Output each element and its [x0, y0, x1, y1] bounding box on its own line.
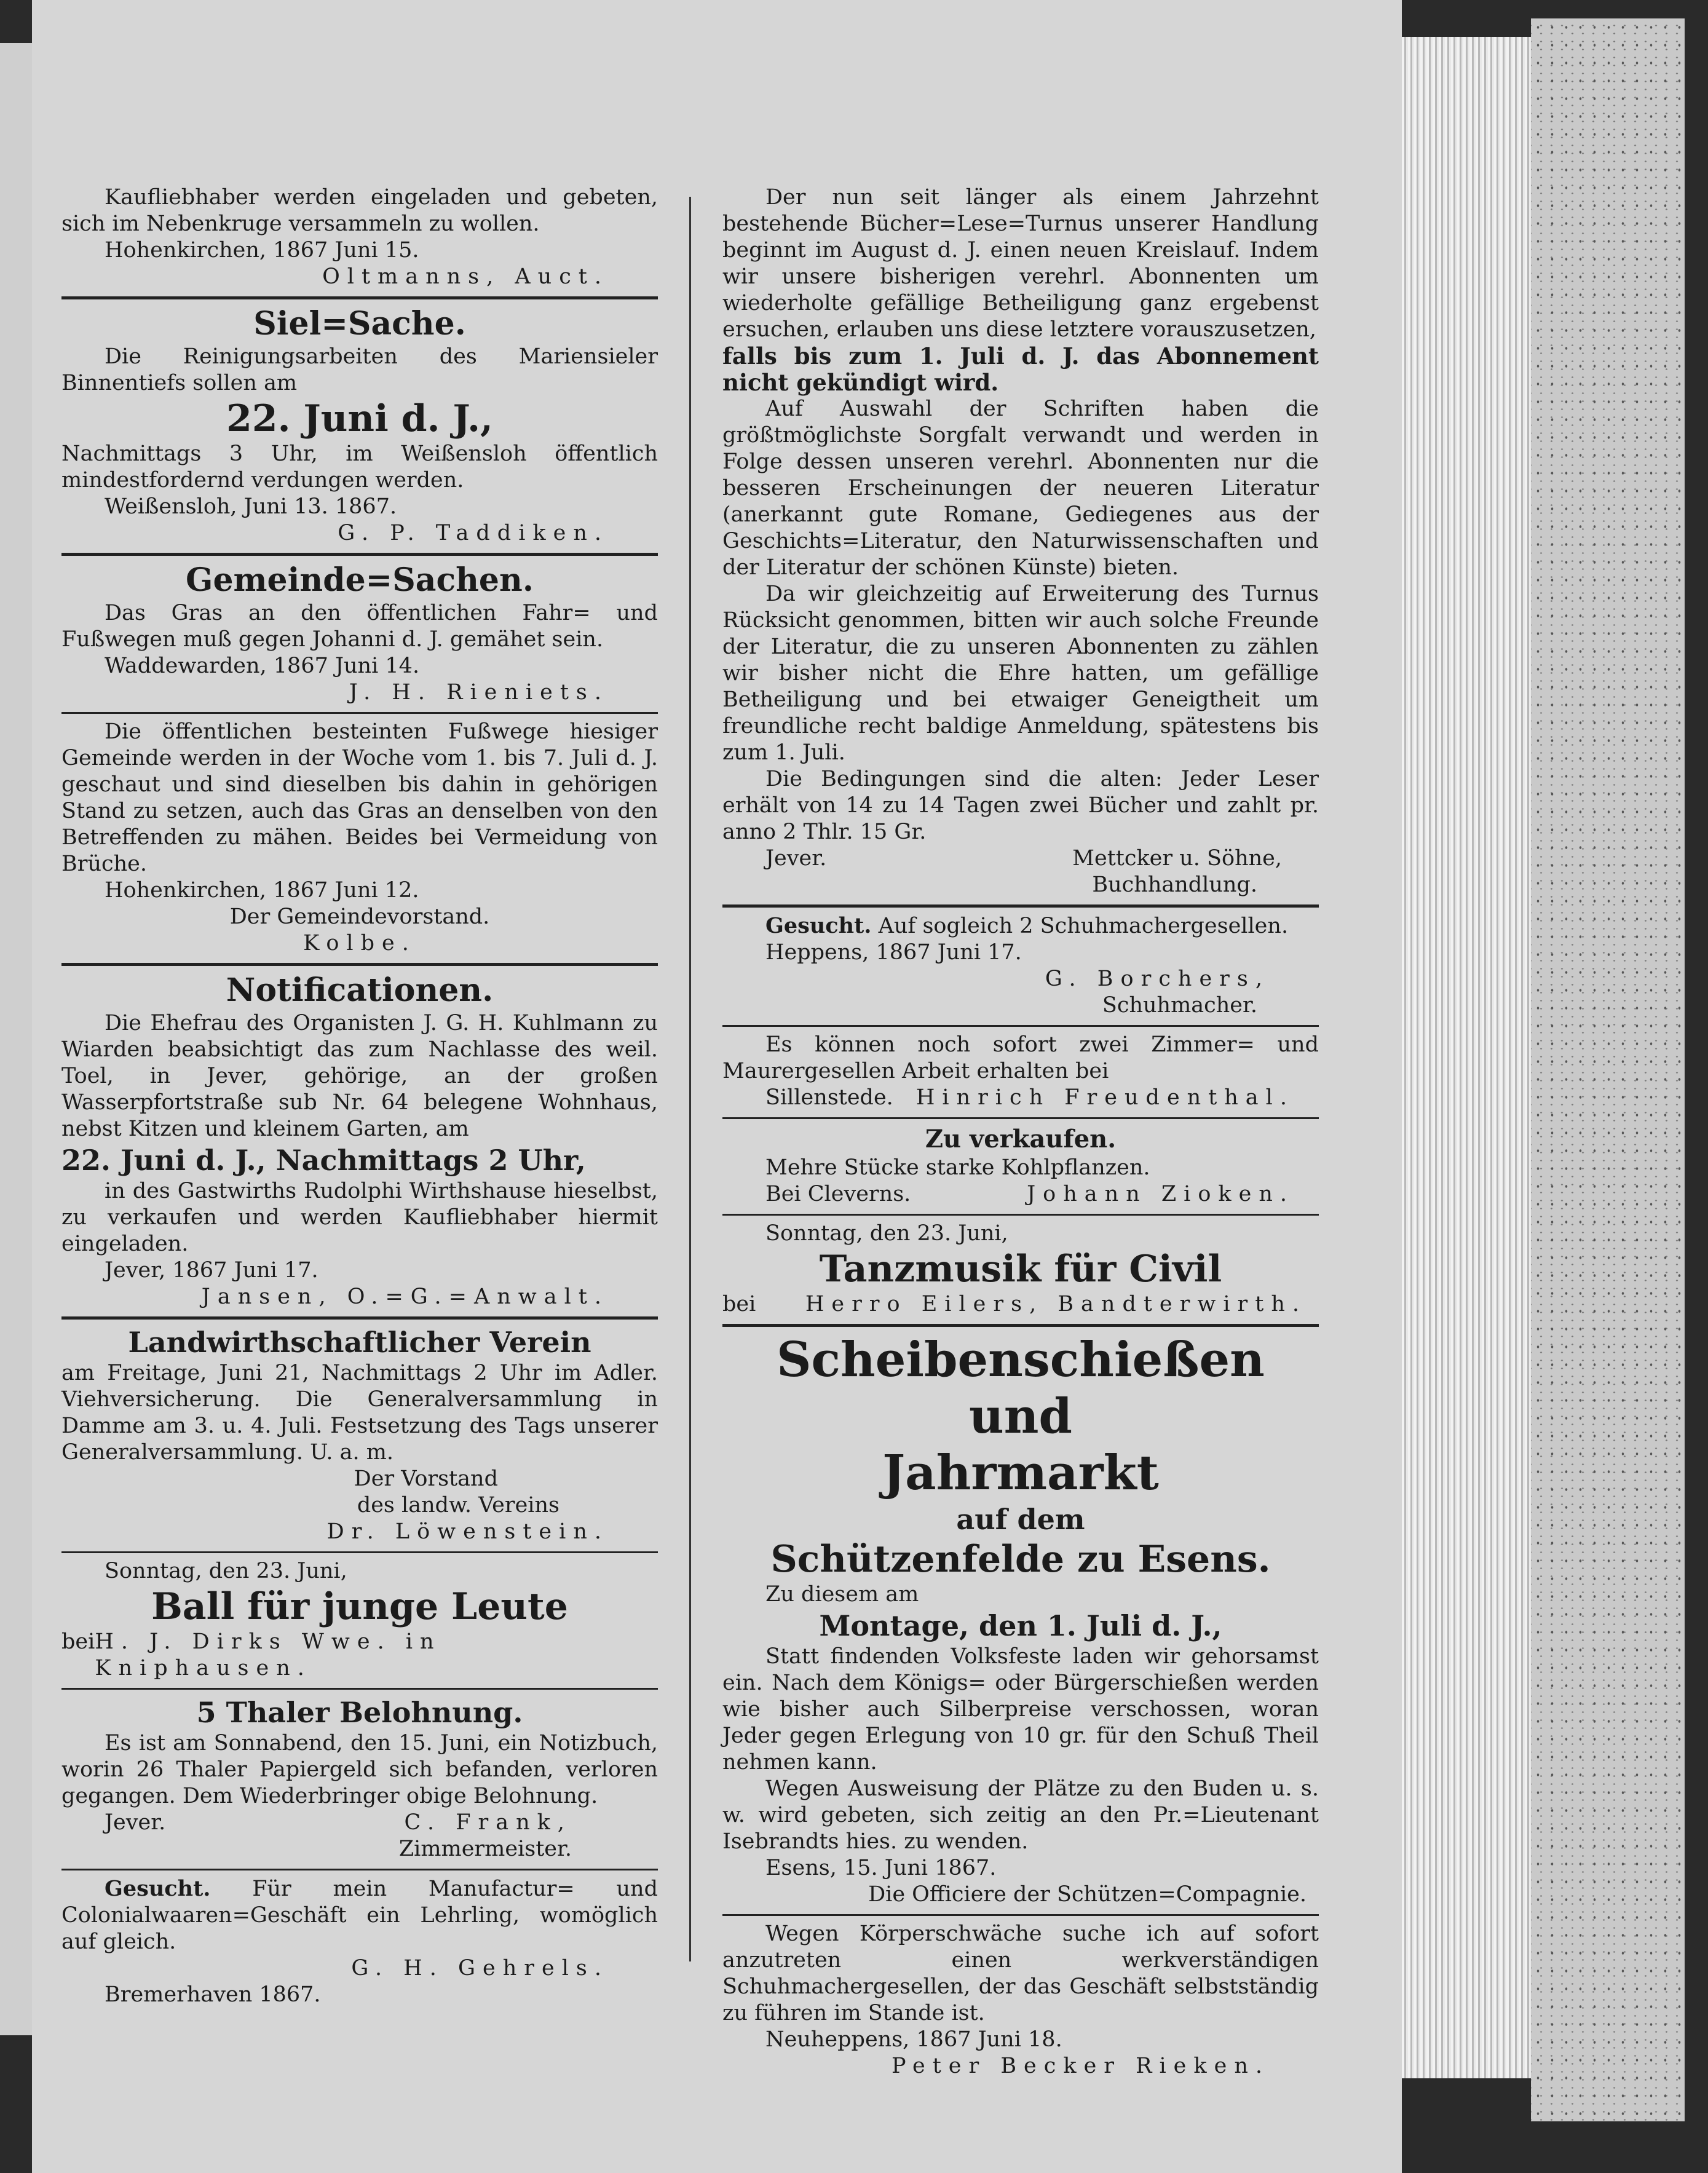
ad-place: Sillenstede.	[765, 1085, 893, 1110]
ad-signature: Peter Becker Rieken.	[892, 2054, 1270, 2078]
ad-lead: Gesucht.	[765, 913, 872, 938]
ad-place-date: Neuheppens, 1867 Juni 18.	[765, 2027, 1062, 2052]
ad-heading: Schützenfelde zu Esens.	[770, 1538, 1271, 1581]
ad-signature: Der Gemeindevorstand.	[229, 904, 490, 929]
ad-date-heading: Montage, den 1. Juli d. J.,	[819, 1609, 1222, 1642]
ad-sign-row	[722, 1181, 1319, 1208]
ad-signature: Johann Zioken.	[1027, 1182, 1294, 1206]
ad-host: Herro Eilers, Bandterwirth.	[805, 1292, 1307, 1316]
ad-ball	[61, 1558, 658, 1684]
ad-heading: Notificationen.	[226, 972, 494, 1009]
column-divider	[689, 197, 691, 1961]
ad-signature: Oltmanns, Auct.	[322, 264, 609, 289]
book-cover-speckled	[1531, 18, 1685, 2121]
ad-place-date: Jever, 1867 Juni 17.	[105, 1258, 318, 1283]
ad-text: Mehre Stücke starke Kohlpflanzen.	[765, 1155, 1150, 1180]
divider	[61, 553, 658, 556]
ad-landwirthschaftlicher-verein	[61, 1324, 658, 1548]
divider	[61, 1551, 658, 1553]
ad-signature: Der Vorstand	[354, 1466, 498, 1491]
ad-siel-sache	[61, 304, 658, 549]
ad-gesucht-lehrling	[61, 1875, 658, 2011]
ad-subheading: auf dem	[956, 1503, 1085, 1536]
ad-body: Für mein Manufactur= und Colonialwaaren=Geschäft ein Lehrling, womöglich auf gleich.	[61, 1877, 658, 1954]
ad-heading: Siel=Sache.	[253, 305, 466, 342]
ad-text: Statt findenden Volksfeste laden wir gehorsamst ein. Nach dem Königs= oder Bürgerschießen werden wie bisher auch Silberpreise verschossen, woran Jeder gegen Erlegung von 10 gr. für den Schuß Theil nehmen kann.	[722, 1644, 1319, 1775]
divider	[722, 1117, 1319, 1119]
ad-zimmergesellen	[722, 1032, 1319, 1114]
ad-heading: Scheibenschießen und	[777, 1332, 1265, 1444]
ad-text: Nachmittags 3 Uhr, im Weißensloh öffentlich mindestfordernd verdungen werden.	[61, 441, 658, 493]
left-column	[61, 184, 658, 2011]
ad-place: Jever.	[105, 1810, 166, 1835]
ad-signature: Mettcker u. Söhne,	[1072, 846, 1282, 871]
ad-text: Die Reinigungsarbeiten des Mariensieler Binnentiefs sollen am	[61, 344, 658, 395]
ad-signature: Buchhandlung.	[1092, 873, 1257, 897]
ad-heading: 5 Thaler Belohnung.	[196, 1696, 523, 1729]
ad-gesucht-schuhmacher	[722, 912, 1319, 1021]
divider	[61, 1688, 658, 1690]
ad-host: H. J. Dirks Wwe. in Kniphausen.	[95, 1629, 441, 1680]
ad-signature-name: Kolbe.	[303, 931, 416, 956]
ad-place-date: Heppens, 1867 Juni 17.	[765, 940, 1022, 965]
ad-signature: des landw. Vereins	[357, 1493, 559, 1518]
ad-sign-row	[722, 845, 1319, 872]
ad-text: Sonntag, den 23. Juni,	[105, 1559, 347, 1583]
divider	[61, 963, 658, 966]
ad-signature-name: Dr. Löwenstein.	[326, 1519, 609, 1544]
book-page-edges	[1402, 37, 1531, 2078]
ad-text: Es können noch sofort zwei Zimmer= und Maurergesellen Arbeit erhalten bei	[722, 1032, 1319, 1083]
ad-gemeinde-sachen	[61, 561, 658, 708]
ad-text: Der nun seit länger als einem Jahrzehnt bestehende Bücher=Lese=Turnus unserer Handlung beginnt im August d. J. einen neuen Kreislauf. Indem wir unsere bisherigen verehrl. Abonnenten um wiederholte gefällige Betheiligung ganz ergebenst ersuchen, erlauben uns diese letztere vorauszusetzen,	[722, 185, 1319, 342]
ad-bold-text: falls bis zum 1. Juli d. J. das Abonnement nicht gekündigt wird.	[722, 342, 1319, 396]
ad-text: Die Bedingungen sind die alten: Jeder Leser erhält von 14 zu 14 Tagen zwei Bücher und zahlt pr. anno 2 Thlr. 15 Gr.	[722, 767, 1319, 844]
ad-auction-notice	[61, 184, 658, 293]
ad-text: Zu diesem am	[765, 1582, 919, 1607]
ad-heading: Tanzmusik für Civil	[819, 1248, 1222, 1291]
ad-scheibenschiessen	[722, 1332, 1319, 1910]
ad-text: Auf Auswahl der Schriften haben die größtmöglichste Sorgfalt verwandt und werden in Folge dessen unseren verehrl. Abonnenten nur die besseren Erscheinungen der neueren Literatur (anerkannt gute Romane, Gediegenes aus der Geschichts=Literatur, den Naturwissenschaften und der Literatur der schönen Künste) bieten.	[722, 397, 1319, 580]
ad-zu-verkaufen	[722, 1124, 1319, 1210]
ad-sign-row	[61, 1810, 658, 1836]
ad-signature: G. H. Gehrels.	[351, 1956, 609, 1981]
ad-place-date: Waddewarden, 1867 Juni 14.	[105, 654, 420, 678]
ad-body: Auf sogleich 2 Schuhmachergesellen.	[878, 914, 1289, 938]
ad-text: Da wir gleichzeitig auf Erweiterung des Turnus Rücksicht genommen, bitten wir auch solche Freunde der Literatur, die zu unseren Abonnenten zu zählen wir bisher nicht die Ehre hatten, um gefällige Betheiligung und bei etwaiger Geneigtheit um freundliche recht baldige Anmeldung, spätestens bis zum 1. Juli.	[722, 582, 1319, 765]
divider	[722, 1214, 1319, 1216]
ad-place-date: Hohenkirchen, 1867 Juni 15.	[105, 238, 419, 263]
ad-heading: Zu verkaufen.	[925, 1125, 1117, 1154]
divider	[61, 712, 658, 714]
ad-place: Jever.	[765, 846, 827, 871]
divider	[722, 1025, 1319, 1027]
ad-date-heading: 22. Juni d. J.,	[226, 397, 493, 440]
ad-signature: G. P. Taddiken.	[338, 521, 609, 545]
divider	[61, 1869, 658, 1870]
ad-signature: Jansen, O.=G.=Anwalt.	[201, 1284, 609, 1309]
divider	[722, 904, 1319, 908]
ad-place: Bei Cleverns.	[765, 1182, 911, 1206]
ad-heading: Ball für junge Leute	[151, 1585, 568, 1628]
ad-text	[61, 1875, 658, 1955]
divider	[722, 1914, 1319, 1916]
ad-text: Kaufliebhaber werden eingeladen und gebeten, sich im Nebenkruge versammeln zu wollen.	[61, 185, 658, 236]
ad-text: Wegen Körperschwäche suche ich auf sofort anzutreten einen werkverständigen Schuhmachergesellen, der das Geschäft selbstständig zu führen im Stande ist.	[722, 1922, 1319, 2025]
divider	[61, 1316, 658, 1320]
divider	[61, 296, 658, 299]
ad-signature: J. H. Rieniets.	[349, 680, 609, 705]
ad-place-date: Hohenkirchen, 1867 Juni 12.	[105, 878, 419, 903]
ad-tanzmusik	[722, 1221, 1319, 1320]
ad-belohnung	[61, 1695, 658, 1865]
ad-signature: Schuhmacher.	[1102, 993, 1257, 1018]
ad-text	[722, 912, 1319, 940]
ad-text: am Freitage, Juni 21, Nachmittags 2 Uhr im Adler. Viehversicherung. Die Generalversammlung in Damme am 3. u. 4. Juli. Festsetzung des Tags unserer Generalversammlung. U. a. m.	[61, 1361, 658, 1465]
divider	[722, 1324, 1319, 1327]
ad-place-date: Weißensloh, Juni 13. 1867.	[105, 494, 397, 519]
ad-lead: Gesucht.	[105, 1876, 211, 1901]
ad-place-date: Bremerhaven 1867.	[105, 1982, 321, 2007]
right-column	[722, 184, 1319, 2082]
ad-bei: bei	[61, 1629, 95, 1654]
ad-signature: Zimmermeister.	[398, 1837, 572, 1861]
ad-signature: Hinrich Freudenthal.	[915, 1085, 1294, 1110]
ad-signature: Die Officiere der Schützen=Compagnie.	[868, 1882, 1307, 1907]
ad-place-date: Esens, 15. Juni 1867.	[765, 1856, 997, 1880]
ad-text: Die öffentlichen besteinten Fußwege hiesiger Gemeinde werden in der Woche vom 1. bis 7. Juli d. J. geschaut und sind dieselben bis dahin in gehörigen Stand zu setzen, auch das Gras an denselben von den Betreffenden zu mähen. Beides bei Vermeidung von Brüche.	[61, 719, 658, 876]
ad-text: Die Ehefrau des Organisten J. G. H. Kuhlmann zu Wiarden beabsichtigt das zum Nachlasse des weil. Toel, in Jever, gehörige, an der großen Wasserpfortstraße sub Nr. 64 belegene Wohnhaus, nebst Kitzen und kleinem Garten, am	[61, 1011, 658, 1141]
ad-text: in des Gastwirths Rudolphi Wirthshause hieselbst, zu verkaufen und werden Kaufliebhaber hiermit eingeladen.	[61, 1179, 658, 1256]
ad-text: Es ist am Sonnabend, den 15. Juni, ein Notizbuch, worin 26 Thaler Papiergeld sich befanden, verloren gegangen. Dem Wiederbringer obige Belohnung.	[61, 1731, 658, 1808]
ad-signature: C. Frank,	[404, 1810, 572, 1835]
ad-signature: G. Borchers,	[1045, 967, 1270, 991]
ad-buecher-lese-turnus	[722, 184, 1319, 901]
ad-fusswege	[61, 719, 658, 959]
ad-text: Wegen Ausweisung der Plätze zu den Buden u. s. w. wird gebeten, sich zeitig an den Pr.=Lieutenant Isebrandts hies. zu wenden.	[722, 1776, 1319, 1854]
ad-heading: Jahrmarkt	[882, 1445, 1159, 1501]
ad-schuhmachergeselle	[722, 1921, 1319, 2082]
ad-bei: bei	[722, 1292, 756, 1316]
ad-notificationen	[61, 971, 658, 1313]
ad-host-row	[61, 1629, 658, 1682]
ad-date-heading: 22. Juni d. J., Nachmittags 2 Uhr,	[61, 1144, 586, 1177]
ad-heading: Gemeinde=Sachen.	[186, 561, 534, 599]
previous-page-edge	[0, 43, 32, 2035]
ad-text: Das Gras an den öffentlichen Fahr= und Fußwegen muß gegen Johanni d. J. gemähet sein.	[61, 601, 658, 652]
ad-host-row	[722, 1291, 1319, 1318]
ad-text: Sonntag, den 23. Juni,	[765, 1221, 1008, 1246]
ad-heading: Landwirthschaftlicher Verein	[128, 1326, 591, 1359]
ad-sign-row	[722, 1085, 1319, 1111]
